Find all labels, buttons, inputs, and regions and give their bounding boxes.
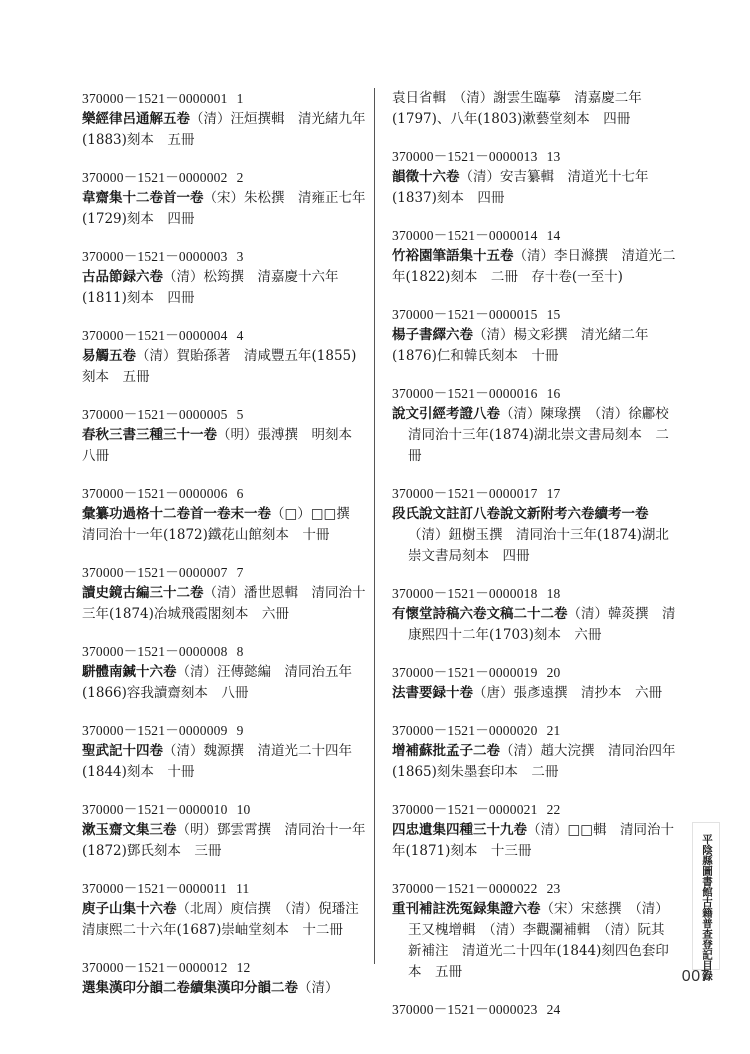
catalog-entry — [82, 799, 367, 862]
entry-details: （宋）宋慈撰 （清）王又槐增輯 （清）李觀瀾補輯 （清）阮其新補注 清道光二十四年(1844)刻四色套印本 五冊 — [408, 901, 669, 980]
catalog-entry — [392, 304, 677, 367]
entry-id: 370000－1521－0000015 — [392, 307, 538, 322]
entry-details: （清）李日滌撰 清道光二年(1822)刻本 二冊 存十卷(一至十) — [392, 248, 676, 285]
catalog-entry — [82, 246, 367, 309]
entry-number: 3 — [236, 249, 244, 264]
entry-details: （清） — [298, 980, 339, 996]
entry-body — [392, 820, 677, 862]
entry-number: 18 — [546, 586, 561, 601]
entry-title: 駢體南鍼十六卷 — [82, 664, 177, 680]
entry-id-line — [392, 999, 677, 1020]
entry-number: 12 — [236, 960, 251, 975]
entry-id-line — [392, 146, 677, 167]
entry-number: 23 — [546, 881, 561, 896]
entry-title: 韻徵十六卷 — [392, 169, 460, 185]
entry-title: 增補蘇批孟子二卷 — [392, 743, 500, 759]
catalog-entry — [392, 225, 677, 288]
catalog-entry — [392, 799, 677, 862]
page-number: 007 — [681, 968, 710, 985]
entry-id-line — [82, 404, 367, 425]
entry-number: 1 — [236, 91, 244, 106]
entry-id-line — [392, 799, 677, 820]
entry-number: 8 — [236, 644, 244, 659]
entry-details: （宋）朱松撰 清雍正七年(1729)刻本 四冊 — [82, 190, 366, 227]
entry-body — [82, 346, 367, 388]
entry-body — [392, 504, 677, 567]
entry-id-line — [82, 167, 367, 188]
sidebar-title: 平陰縣圖書館古籍普查登記目録 — [701, 834, 713, 981]
entry-details: （明）張溥撰 明刻本 八冊 — [82, 427, 366, 464]
entry-number: 4 — [236, 328, 244, 343]
entry-details: （清）賀貽孫著 清咸豐五年(1855)刻本 五冊 — [82, 348, 357, 385]
catalog-entry — [392, 383, 683, 467]
entry-number: 13 — [546, 149, 561, 164]
entry-title: 春秋三書三種三十一卷 — [82, 427, 217, 443]
entry-id: 370000－1521－0000013 — [392, 149, 538, 164]
catalog-entry — [82, 483, 367, 546]
entry-details: （清）□□輯 清同治十年(1871)刻本 十三冊 — [392, 822, 675, 859]
entry-title: 說文引經考證八卷 — [392, 406, 500, 422]
entry-details: （清）汪傳懿編 清同治五年(1866)容我讀齋刻本 八冊 — [82, 664, 352, 701]
entry-id-line — [392, 225, 677, 246]
entry-id-line — [82, 88, 367, 109]
entry-number: 9 — [236, 723, 244, 738]
catalog-entry — [82, 404, 367, 467]
catalog-entry-continuation — [392, 88, 677, 130]
catalog-entry — [392, 999, 677, 1020]
entry-title: 楊子書繹六卷 — [392, 327, 473, 343]
catalog-entry — [392, 878, 677, 983]
entry-body — [82, 899, 373, 941]
entry-details: （清）趙大浣撰 清同治四年(1865)刻朱墨套印本 二冊 — [392, 743, 676, 780]
entry-details: （北周）庾信撰 （清）倪璠注 清康熙二十六年(1687)崇岫堂刻本 十二冊 — [82, 901, 373, 938]
entry-id: 370000－1521－0000016 — [392, 386, 538, 401]
entry-id: 370000－1521－0000019 — [392, 665, 538, 680]
left-column — [82, 88, 373, 1015]
entry-id: 370000－1521－0000001 — [82, 91, 228, 106]
entry-title: 古品節録六卷 — [82, 269, 163, 285]
entry-id-line — [82, 799, 367, 820]
entry-title: 聖武記十四卷 — [82, 743, 163, 759]
entry-title: 重刊補註洗冤録集證六卷 — [392, 901, 541, 917]
entry-title: 易觸五卷 — [82, 348, 136, 364]
catalog-entry — [392, 146, 677, 209]
entry-id-line — [82, 246, 367, 267]
entry-id-line — [392, 383, 677, 404]
entry-body — [82, 109, 367, 151]
entry-number: 11 — [236, 881, 250, 896]
entry-id-line — [82, 325, 367, 346]
entry-id: 370000－1521－0000003 — [82, 249, 228, 264]
entry-number: 16 — [546, 386, 561, 401]
entry-title: 庾子山集十六卷 — [82, 901, 177, 917]
entry-id-line — [392, 304, 677, 325]
entry-number: 14 — [546, 228, 561, 243]
entry-body — [82, 820, 367, 862]
entry-title: 選集漢印分韻二卷續集漢印分韻二卷 — [82, 980, 298, 996]
entry-number: 20 — [546, 665, 561, 680]
entry-title: 有懷堂詩稿六卷文稿二十二卷 — [392, 606, 568, 622]
entry-id-line — [82, 720, 367, 741]
entry-body — [82, 662, 367, 704]
entry-id: 370000－1521－0000021 — [392, 802, 538, 817]
entry-body — [82, 188, 367, 230]
entry-id-line — [392, 662, 677, 683]
entry-id-line — [82, 957, 367, 978]
entry-id: 370000－1521－0000002 — [82, 170, 228, 185]
entry-body — [82, 504, 367, 546]
right-column — [392, 88, 683, 1036]
catalog-entry — [82, 167, 367, 230]
catalog-entry — [82, 325, 367, 388]
entry-body — [82, 741, 367, 783]
entry-details: （清）楊文彩撰 清光緒二年(1876)仁和韓氏刻本 十冊 — [392, 327, 649, 364]
entry-details: （清）安吉纂輯 清道光十七年(1837)刻本 四冊 — [392, 169, 649, 206]
entry-id-line — [82, 483, 367, 504]
entry-id-line — [392, 878, 677, 899]
entry-number: 5 — [236, 407, 244, 422]
entry-id: 370000－1521－0000010 — [82, 802, 228, 817]
entry-id-line — [392, 720, 677, 741]
entry-body — [392, 899, 677, 983]
entry-details: （清）松筠撰 清嘉慶十六年(1811)刻本 四冊 — [82, 269, 339, 306]
entry-id: 370000－1521－0000004 — [82, 328, 228, 343]
catalog-entry — [392, 662, 677, 704]
entry-body — [392, 167, 677, 209]
entry-number: 15 — [546, 307, 561, 322]
entry-title: 樂經律呂通解五卷 — [82, 111, 190, 127]
catalog-entry — [82, 562, 367, 625]
entry-details: （清）韓菼撰 清康熙四十二年(1703)刻本 六冊 — [408, 606, 676, 643]
entry-title: 讀史鏡古編三十二卷 — [82, 585, 204, 601]
entry-details: （清）魏源撰 清道光二十四年(1844)刻本 十冊 — [82, 743, 352, 780]
entry-body — [392, 683, 677, 704]
entry-body — [392, 404, 683, 467]
entry-id-line — [82, 562, 367, 583]
catalog-entry — [82, 720, 367, 783]
entry-details: 袁日省輯 （清）謝雲生臨摹 清嘉慶二年(1797)、八年(1803)漱藝堂刻本 四冊 — [392, 90, 642, 127]
catalog-entry — [82, 641, 367, 704]
entry-body — [82, 425, 367, 467]
entry-details: （清）汪烜撰輯 清光緒九年(1883)刻本 五冊 — [82, 111, 366, 148]
entry-body — [82, 978, 367, 999]
entry-title: 韋齋集十二卷首一卷 — [82, 190, 204, 206]
entry-details: （清）潘世恩輯 清同治十三年(1874)冶城飛霞閣刻本 六冊 — [82, 585, 366, 622]
entry-id: 370000－1521－0000017 — [392, 486, 538, 501]
entry-details: （□）□□撰 清同治十一年(1872)鐵花山館刻本 十冊 — [82, 506, 364, 543]
entry-id: 370000－1521－0000023 — [392, 1002, 538, 1017]
entry-title: 段氏說文註訂八卷說文新附考六卷續考一卷 — [392, 506, 649, 522]
entry-details: （唐）張彥遠撰 清抄本 六冊 — [473, 685, 662, 701]
entry-body — [392, 88, 677, 130]
entry-details: （清）陳瑑撰 （清）徐鄘校 清同治十三年(1874)湖北崇文書局刻本 二冊 — [408, 406, 683, 464]
entry-id: 370000－1521－0000018 — [392, 586, 538, 601]
entry-number: 17 — [546, 486, 561, 501]
entry-title: 漱玉齋文集三卷 — [82, 822, 177, 838]
entry-body — [392, 741, 677, 783]
entry-id: 370000－1521－0000022 — [392, 881, 538, 896]
catalog-entry — [392, 720, 677, 783]
entry-title: 彙纂功過格十二卷首一卷末一卷 — [82, 506, 271, 522]
catalog-entry — [392, 483, 677, 567]
entry-number: 6 — [236, 486, 244, 501]
entry-body — [392, 246, 677, 288]
entry-title: 法書要録十卷 — [392, 685, 473, 701]
entry-number: 24 — [546, 1002, 561, 1017]
catalog-entry — [82, 878, 373, 941]
entry-title: 竹裕園筆語集十五卷 — [392, 248, 514, 264]
entry-id: 370000－1521－0000006 — [82, 486, 228, 501]
entry-id: 370000－1521－0000020 — [392, 723, 538, 738]
entry-body — [82, 267, 367, 309]
entry-id: 370000－1521－0000014 — [392, 228, 538, 243]
entry-number: 22 — [546, 802, 561, 817]
entry-details: （清）鈕樹玉撰 清同治十三年(1874)湖北崇文書局刻本 四冊 — [408, 527, 669, 564]
entry-body — [392, 325, 677, 367]
entry-id: 370000－1521－0000007 — [82, 565, 228, 580]
entry-id-line — [392, 583, 677, 604]
entry-body — [392, 604, 677, 646]
entry-id-line — [392, 483, 677, 504]
column-divider — [374, 88, 375, 964]
entry-number: 7 — [236, 565, 244, 580]
catalog-entry — [82, 957, 367, 999]
entry-details: （明）鄧雲霄撰 清同治十一年(1872)鄧氏刻本 三冊 — [82, 822, 366, 859]
entry-number: 21 — [546, 723, 561, 738]
entry-id-line — [82, 878, 367, 899]
entry-number: 2 — [236, 170, 244, 185]
entry-id: 370000－1521－0000005 — [82, 407, 228, 422]
entry-id: 370000－1521－0000008 — [82, 644, 228, 659]
catalog-entry — [82, 88, 367, 151]
entry-number: 10 — [236, 802, 251, 817]
entry-body — [82, 583, 367, 625]
entry-id-line — [82, 641, 367, 662]
entry-id: 370000－1521－0000011 — [82, 881, 228, 896]
entry-id: 370000－1521－0000012 — [82, 960, 228, 975]
entry-title: 四忠遺集四種三十九卷 — [392, 822, 527, 838]
entry-id: 370000－1521－0000009 — [82, 723, 228, 738]
catalog-entry — [392, 583, 677, 646]
